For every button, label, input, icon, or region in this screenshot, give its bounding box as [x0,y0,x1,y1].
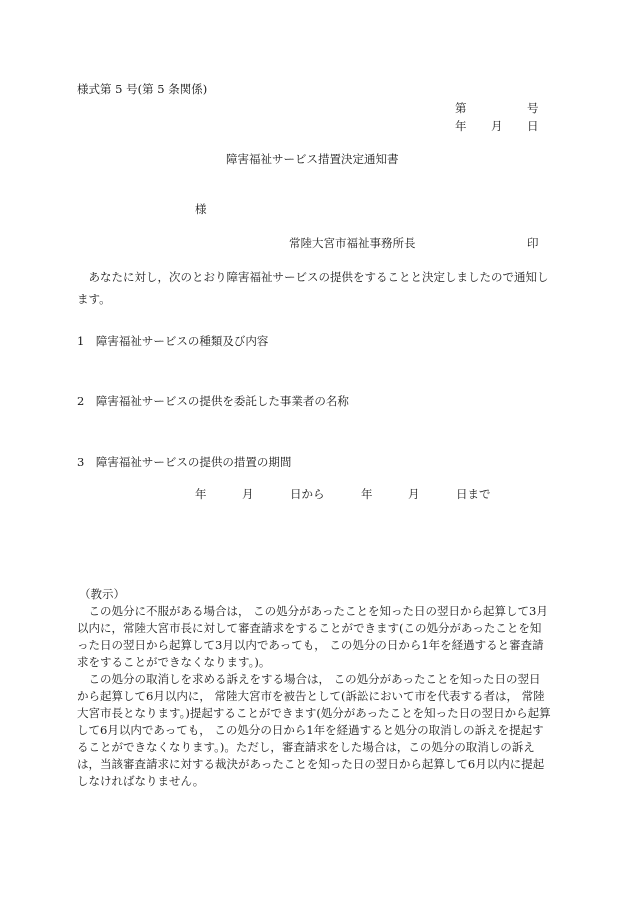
notice-body: あなたに対し，次のとおり障害福祉サービスの提供をすることと決定しましたので通知します。 [77,270,549,306]
section-contractor-name: 2 障害福祉サービスの提供を委託した事業者の名称 [77,394,349,408]
section-service-period: 3 障害福祉サービスの提供の措置の期間 [77,455,292,469]
document-title: 障害福祉サービス措置決定通知書 [226,152,399,166]
period-to-month-label: 月 [408,487,420,501]
period-from-month-label: 月 [242,487,254,501]
instruction-paragraph-lawsuit: この処分の取消しを求める訴えをする場合は， この処分があったことを知った日の翌日から起算して6月以内に， 常陸大宮市を被告として(訴訟において市を代表する者は， 常陸大宮市長となります。)提起することができます(処分があったことを知った日の翌日から起算して6月以内であっても， この処分の日から1年を経過すると処分の取消しの訴えを提起することができなくなります。)。ただし，審査請求をした場合は，この処分の取消しの訴えは，当該審査請求に対する裁決があったことを知った日の翌日から起算して6月以内に提起しなければなりません。 [77,672,551,788]
date-day-label: 日 [527,119,539,133]
instruction-heading: （教示） [79,587,125,601]
date-year-label: 年 [455,119,467,133]
document-number-suffix: 号 [527,101,539,115]
instruction-paragraph-appeal: この処分に不服がある場合は， この処分があったことを知った日の翌日から起算して3月以内に，常陸大宮市長に対して審査請求をすることができます(この処分があったことを知った日の翌日から起算して3月以内であっても， この処分の日から1年を経過すると審査請求をすることができなくなります。)。 [77,604,548,669]
addressee-honorific: 様 [195,202,207,216]
section-service-type: 1 障害福祉サービスの種類及び内容 [77,334,269,348]
seal-mark: 印 [527,236,539,250]
document-number-prefix: 第 [455,101,467,115]
period-to-year-label: 年 [361,487,373,501]
period-from-day-label: 日から [290,487,325,501]
period-from-year-label: 年 [195,487,207,501]
issuer-name: 常陸大宮市福祉事務所長 [289,236,416,250]
period-to-day-label: 日まで [456,487,491,501]
date-month-label: 月 [491,119,503,133]
form-number: 様式第 5 号(第 5 条関係) [77,82,208,96]
